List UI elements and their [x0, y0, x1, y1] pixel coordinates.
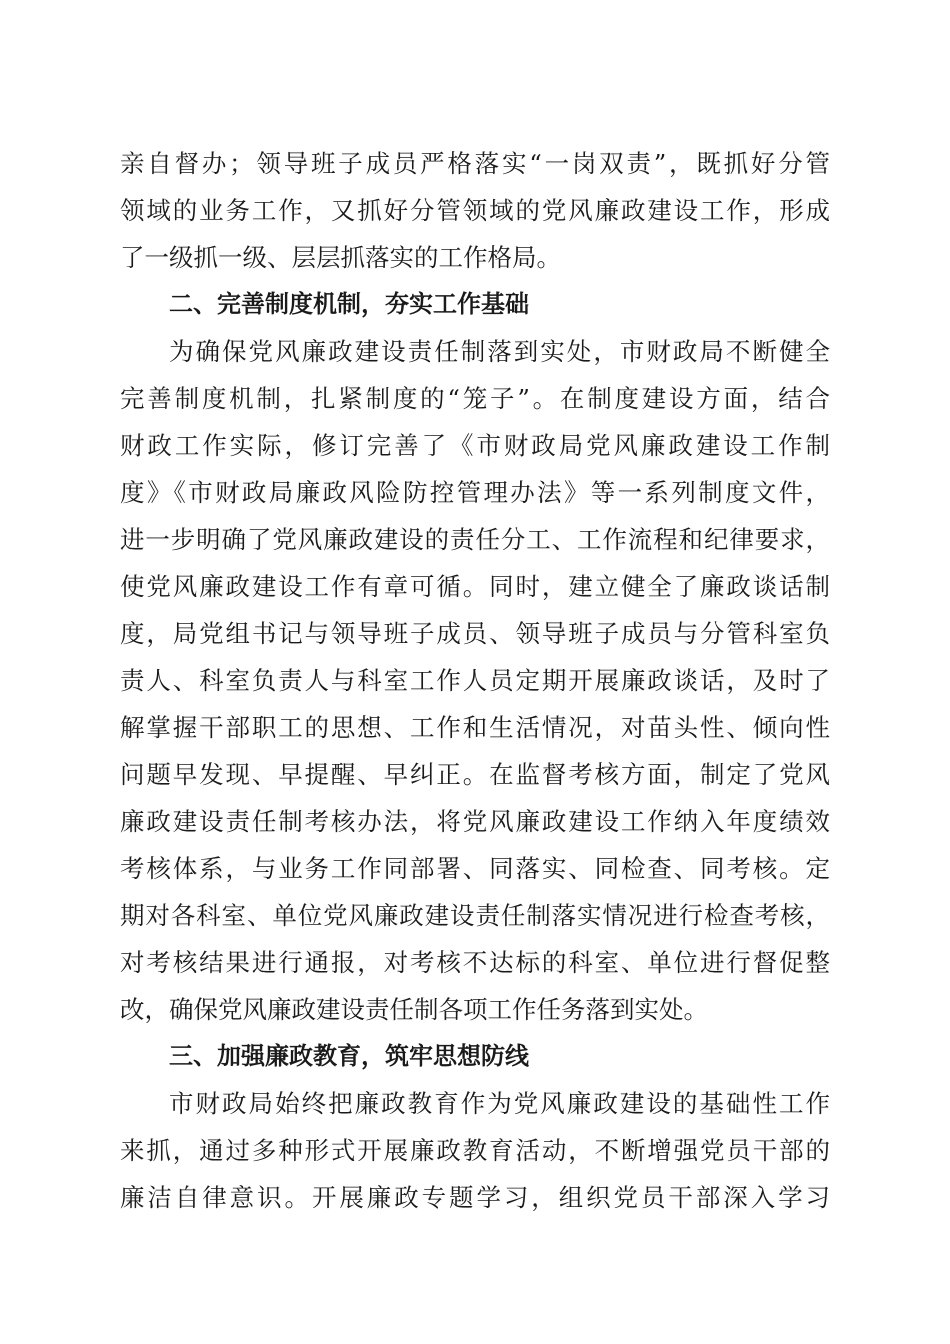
- paragraph-1-line-1: 亲自督办；领导班子成员严格落实“一岗双责”，既抓好分管: [120, 149, 830, 178]
- paragraph-2-line-3: 财政工作实际，修订完善了《市财政局党风廉政建设工作制: [120, 431, 830, 460]
- document-body: [120, 140, 830, 1221]
- paragraph-2-line-13: 期对各科室、单位党风廉政建设责任制落实情况进行检查考核，: [120, 901, 830, 930]
- paragraph-2-line-15: 改，确保党风廉政建设责任制各项工作任务落到实处。: [120, 995, 708, 1024]
- paragraph-2-line-11: 廉政建设责任制考核办法，将党风廉政建设工作纳入年度绩效: [120, 807, 830, 836]
- section-heading-2: 二、完善制度机制，夯实工作基础: [169, 290, 529, 318]
- paragraph-2-line-12: 考核体系，与业务工作同部署、同落实、同检查、同考核。定: [120, 854, 830, 883]
- paragraph-2-line-6: 使党风廉政建设工作有章可循。同时，建立健全了廉政谈话制: [120, 572, 830, 601]
- paragraph-2-line-7: 度，局党组书记与领导班子成员、领导班子成员与分管科室负: [120, 619, 830, 648]
- paragraph-2-line-14: 对考核结果进行通报，对考核不达标的科室、单位进行督促整: [120, 948, 830, 977]
- paragraph-1-line-2: 领域的业务工作，又抓好分管领域的党风廉政建设工作，形成: [120, 196, 830, 225]
- paragraph-2-line-9: 解掌握干部职工的思想、工作和生活情况，对苗头性、倾向性: [120, 713, 830, 742]
- paragraph-3-line-2: 来抓，通过多种形式开展廉政教育活动，不断增强党员干部的: [120, 1136, 830, 1165]
- paragraph-3-line-3: 廉洁自律意识。开展廉政专题学习，组织党员干部深入学习: [120, 1183, 830, 1212]
- paragraph-2-line-8: 责人、科室负责人与科室工作人员定期开展廉政谈话，及时了: [120, 666, 830, 695]
- paragraph-2-line-5: 进一步明确了党风廉政建设的责任分工、工作流程和纪律要求，: [120, 525, 830, 554]
- paragraph-2-line-10: 问题早发现、早提醒、早纠正。在监督考核方面，制定了党风: [120, 760, 830, 789]
- paragraph-3-line-1: 市财政局始终把廉政教育作为党风廉政建设的基础性工作: [169, 1089, 830, 1118]
- paragraph-2-line-4: 度》《市财政局廉政风险防控管理办法》等一系列制度文件，: [120, 478, 830, 507]
- paragraph-2-line-1: 为确保党风廉政建设责任制落到实处，市财政局不断健全: [169, 337, 830, 366]
- paragraph-2-line-2: 完善制度机制，扎紧制度的“笼子”。在制度建设方面，结合: [120, 384, 830, 413]
- section-heading-3: 三、加强廉政教育，筑牢思想防线: [169, 1042, 529, 1070]
- paragraph-1-line-3: 了一级抓一级、层层抓落实的工作格局。: [120, 243, 561, 272]
